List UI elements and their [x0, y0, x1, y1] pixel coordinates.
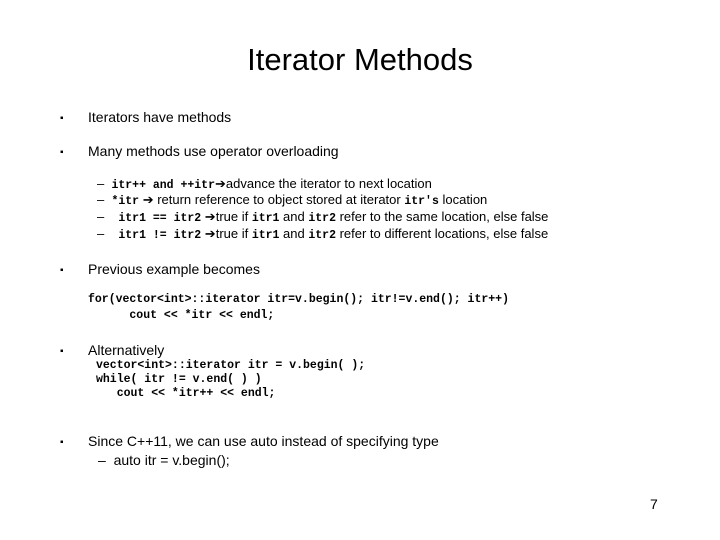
code-itr1: itr1 — [251, 229, 280, 242]
bullet-marker: ▪ — [60, 437, 64, 448]
arrow-icon: ➔ — [139, 192, 154, 207]
bullet-operator-overloading: Many methods use operator overloading — [88, 143, 339, 159]
code-itr2: itr2 — [308, 212, 336, 225]
bullet-marker: ▪ — [60, 147, 64, 158]
arrow-icon: ➔ — [201, 226, 216, 241]
auto-item-text: auto itr = v.begin(); — [113, 452, 230, 468]
bullet-cpp11-auto: Since C++11, we can use auto instead of specifying type — [88, 433, 439, 449]
item-text: return reference to object stored at iterator — [153, 192, 405, 207]
item-text: refer to the same location, else false — [335, 209, 549, 224]
code-increment: itr++ and ++itr — [111, 179, 215, 192]
bullet-marker: ▪ — [60, 265, 64, 276]
page-number: 7 — [650, 496, 658, 512]
item-text: and — [279, 226, 309, 241]
dash-marker: – — [97, 209, 105, 224]
dash-marker: – — [97, 176, 105, 191]
bullet-marker: ▪ — [60, 113, 64, 124]
code-inequality: itr1 != itr2 — [111, 229, 202, 242]
auto-item — [98, 452, 230, 468]
code-line: cout << *itr << endl; — [88, 309, 275, 322]
arrow-icon: ➔ — [215, 176, 226, 191]
code-line: cout << *itr++ << endl; — [96, 387, 276, 400]
code-dereference: *itr — [111, 195, 140, 208]
code-itr1: itr1 — [251, 212, 280, 225]
code-line: vector<int>::iterator itr = v.begin( ); — [96, 359, 366, 372]
operator-item — [97, 192, 487, 208]
item-text: true if — [215, 209, 252, 224]
dash-marker: – — [98, 452, 106, 468]
bullet-alternatively: Alternatively — [88, 342, 165, 358]
dash-marker: – — [97, 226, 105, 241]
operator-item — [97, 209, 548, 225]
code-equality: itr1 == itr2 — [111, 212, 202, 225]
code-itrs: itr's — [404, 195, 439, 208]
bullet-iterators-have-methods: Iterators have methods — [88, 109, 232, 125]
bullet-marker: ▪ — [60, 346, 64, 357]
operator-item — [97, 226, 548, 242]
arrow-icon: ➔ — [201, 209, 216, 224]
item-text: refer to different locations, else false — [335, 226, 549, 241]
item-text: and — [279, 209, 309, 224]
code-line: while( itr != v.end( ) ) — [96, 373, 262, 386]
item-text: advance the iterator to next location — [225, 176, 432, 191]
code-itr2: itr2 — [308, 229, 336, 242]
bullet-previous-example: Previous example becomes — [88, 261, 260, 277]
item-text: location — [438, 192, 488, 207]
item-text: true if — [215, 226, 252, 241]
slide-title: Iterator Methods — [247, 42, 473, 77]
dash-marker: – — [97, 192, 105, 207]
code-line: for(vector<int>::iterator itr=v.begin(); itr!=v.end(); itr++) — [88, 293, 509, 306]
operator-item — [97, 176, 432, 192]
